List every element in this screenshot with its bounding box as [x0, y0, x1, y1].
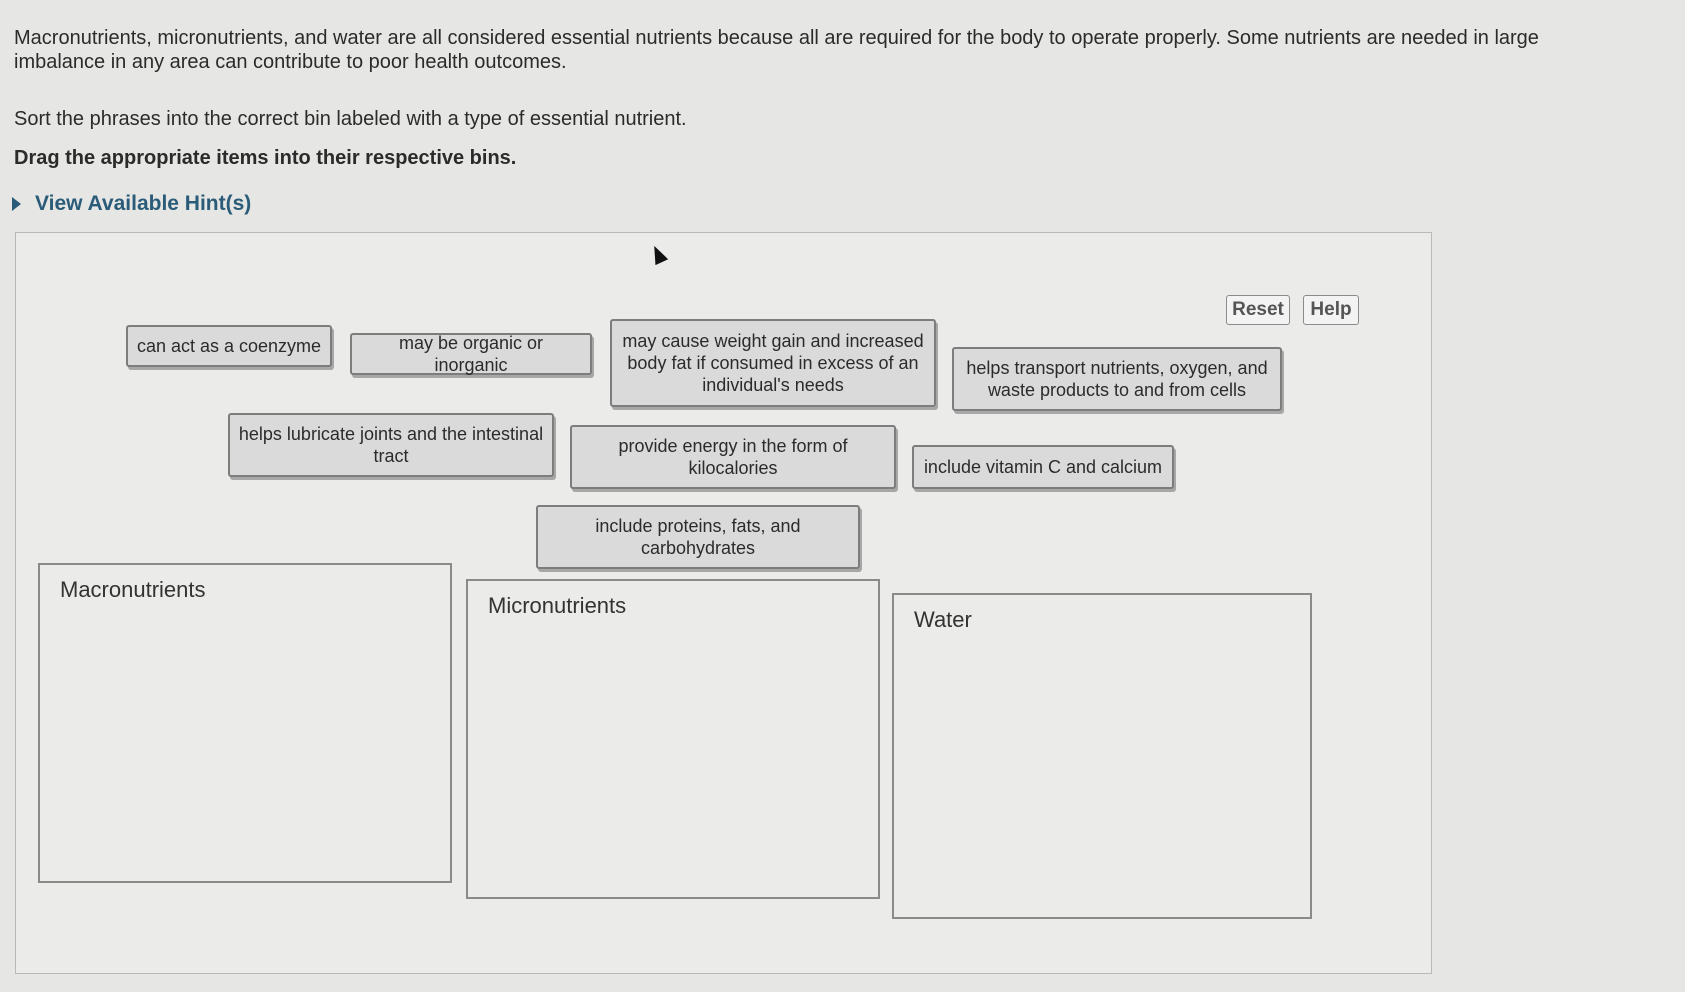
intro-line-2: imbalance in any area can contribute to poor health outcomes. [14, 51, 567, 73]
view-hints-label: View Available Hint(s) [35, 192, 252, 215]
drag-drop-panel [15, 232, 1432, 974]
view-hints-toggle[interactable] [12, 192, 251, 216]
bin-label: Water [914, 607, 972, 632]
draggable-item[interactable]: may be organic or inorganic [350, 333, 592, 375]
macronutrients-bin[interactable] [38, 563, 452, 883]
drag-instructions: Drag the appropriate items into their respective bins. [14, 147, 517, 169]
reset-button[interactable]: Reset [1226, 295, 1290, 325]
bin-label: Micronutrients [488, 593, 627, 618]
draggable-item[interactable]: can act as a coenzyme [126, 325, 332, 367]
draggable-item[interactable]: include proteins, fats, and carbohydrates [536, 505, 860, 569]
draggable-item[interactable]: may cause weight gain and increased body fat if consumed in excess of an individual's needs [610, 319, 936, 407]
draggable-item[interactable]: helps transport nutrients, oxygen, and waste products to and from cells [952, 347, 1282, 411]
draggable-item[interactable]: include vitamin C and calcium [912, 445, 1174, 489]
intro-line-1: Macronutrients, micronutrients, and water are all considered essential nutrients because all are required for the body to operate properly. Some nutrients are needed in large [14, 27, 1539, 49]
draggable-item[interactable]: helps lubricate joints and the intestinal tract [228, 413, 554, 477]
draggable-item[interactable]: provide energy in the form of kilocalories [570, 425, 896, 489]
help-button[interactable]: Help [1303, 295, 1359, 325]
bin-label: Macronutrients [60, 577, 206, 602]
micronutrients-bin[interactable] [466, 579, 880, 899]
caret-right-icon [12, 197, 21, 211]
sort-instructions: Sort the phrases into the correct bin labeled with a type of essential nutrient. [14, 108, 687, 130]
intro-text [14, 26, 1685, 74]
water-bin[interactable] [892, 593, 1312, 919]
